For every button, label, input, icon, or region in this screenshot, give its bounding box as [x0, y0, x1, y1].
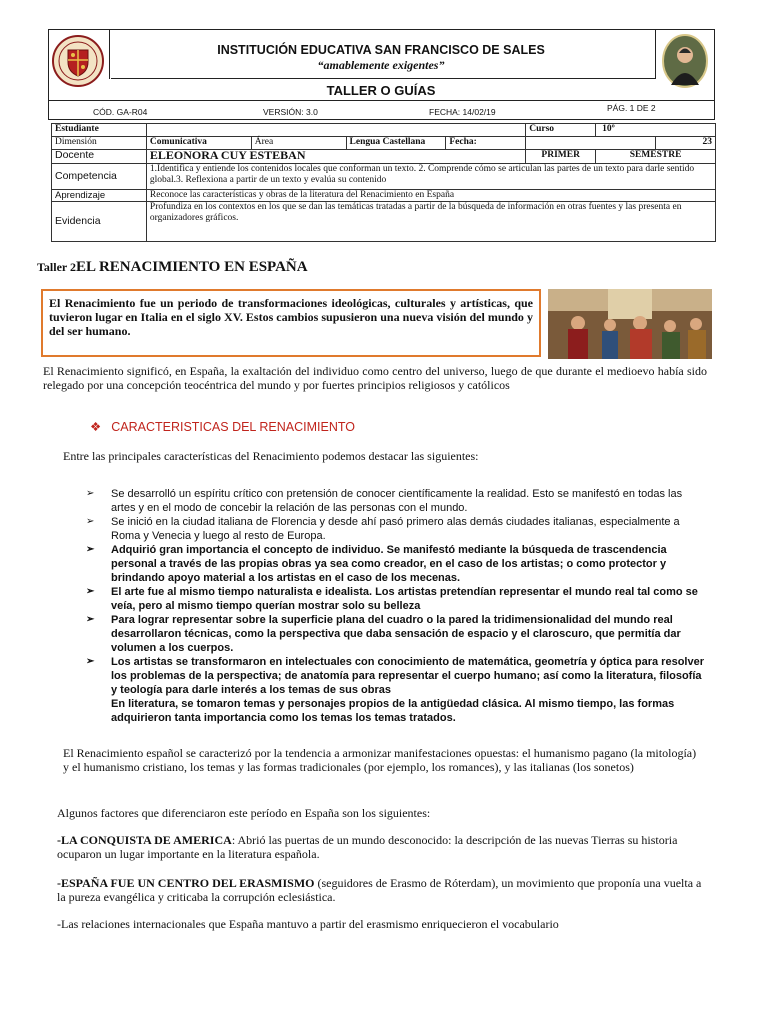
- periodo-primer: PRIMER: [526, 150, 596, 164]
- list-item-text: Se inició en la ciudad italiana de Florencia y desde ahí pasó primero alas demás ciudades italianas, especialmente a Roma y Venecia y luego al resto de Europa.: [111, 516, 680, 542]
- doc-code: CÓD. GA-R04: [93, 107, 148, 117]
- school-crest-icon: [51, 34, 105, 88]
- list-item-text: Se desarrolló un espíritu crítico con pretensión de conocer científicamente la realidad. Esto se manifestó en todas las artes y en el modo de concebir la relación de las personas con el mundo.: [111, 488, 683, 514]
- list-item: [86, 655, 706, 697]
- periodo-semestre: SEMESTRE: [596, 150, 716, 164]
- doc-version: VERSIÓN: 3.0: [263, 107, 318, 117]
- characteristics-list: [86, 487, 706, 725]
- list-item-text: Los artistas se transformaron en intelectuales con conocimiento de matemática, geometría y óptica para resolver los problemas de la perspectiva; de anatomía para representar el cuerpo humano; así como la literatura, filosofía y teología para darle interés a los temas de sus obras: [111, 656, 704, 696]
- label-estudiante: Estudiante: [52, 124, 147, 137]
- competencia-value: 1.Identifica y entiende los contenidos locales que conforman un texto. 2. Comprende cómo se articulan las partes de un texto para darle sentido global.3. Reflexiona a partir de un texto y evalúa su contenido: [146, 164, 715, 190]
- factor-conquista-text: : Abrió las puertas de un mundo desconocido: la descripción de las nuevas Tierras su historia ocuparon un lugar importante en la literatura española.: [57, 833, 678, 861]
- page-title: EL RENACIMIENTO EN ESPAÑA: [76, 259, 308, 275]
- list-item: [86, 613, 706, 655]
- renaissance-painting-image: [548, 289, 712, 359]
- document-title: TALLER O GUÍAS: [326, 83, 436, 98]
- paragraph-spanish-renaissance: El Renacimiento español se caracterizó por la tendencia a armonizar manifestaciones opuestas: el humanismo pagano (la mitología) y el humanismo cristiano, los temas y las formas tradicionales (por ejemplo, los romances), y las italianas (los sonetos): [63, 746, 697, 774]
- section-title: [37, 259, 308, 276]
- divider: [111, 78, 656, 79]
- label-aprendizaje: Aprendizaje: [52, 190, 147, 202]
- label-curso: Curso: [526, 124, 596, 137]
- list-item: [86, 487, 706, 515]
- list-item-text: Adquirió gran importancia el concepto de individuo. Se manifestó mediante la búsqueda de trascendencia personal a través de las propias obras ya sea como creador, en el caso de los artistas; o como protector y brindando apoyo material a los artistas en el caso de los mecenas.: [111, 544, 667, 584]
- factor-conquista-heading: -LA CONQUISTA DE AMERICA: [57, 833, 232, 847]
- student-info-table: [51, 123, 716, 242]
- paragraph-factors-intro: Algunos factores que diferenciaron este período en España son los siguientes:: [57, 806, 431, 820]
- paragraph-intro: El Renacimiento significó, en España, la exaltación del individuo como centro del universo, luego de que durante el medioevo había sido relegado por una concepción teocéntrica del mundo y por fuertes principios religiosos y católicos: [43, 364, 707, 392]
- factor-conquista: [57, 833, 707, 861]
- fecha-value: 23: [656, 137, 716, 150]
- arrow-bullet-icon: ➢: [86, 516, 95, 527]
- paragraph-international-relations: -Las relaciones internacionales que España mantuvo a partir del erasmismo enriquecieron el vocabulario: [57, 917, 559, 931]
- list-item: [86, 543, 706, 585]
- list-item: [86, 515, 706, 543]
- fecha-field[interactable]: [526, 137, 656, 150]
- list-item: [86, 585, 706, 613]
- arrow-bullet-icon: ➢: [86, 614, 95, 625]
- divider: [49, 100, 714, 101]
- curso-value: 10º: [596, 124, 716, 137]
- docente-value: ELEONORA CUY ESTEBAN: [146, 150, 525, 164]
- doc-date: FECHA: 14/02/19: [429, 107, 496, 117]
- list-item-text: El arte fue al mismo tiempo naturalista e idealista. Los artistas pretendían representar el mundo real tal como se veía, pero al mismo tiempo querían mostrar solo su belleza: [111, 586, 698, 612]
- characteristics-intro: Entre las principales características del Renacimiento podemos destacar las siguientes:: [63, 449, 479, 463]
- arrow-bullet-icon: ➢: [86, 488, 95, 499]
- evidencia-value: Profundiza en los contextos en los que se dan las temáticas tratadas a partir de la búsqueda de información en otras fuentes y las presenta en organizadores gráficos.: [146, 202, 715, 242]
- area-value: Lengua Castellana: [346, 137, 446, 150]
- label-dimension: Dimensión: [52, 137, 147, 150]
- dimension-value: Comunicativa: [146, 137, 251, 150]
- arrow-bullet-icon: ➢: [86, 656, 95, 667]
- estudiante-field[interactable]: [146, 124, 525, 137]
- doc-page: PÁG. 1 DE 2: [607, 103, 656, 113]
- factor-erasmismo-text: (seguidores de Erasmo de Róterdam), un movimiento que proponía una vuelta a la pureza evangélica y criticaba la corrupción eclesiástica.: [57, 876, 702, 904]
- institution-motto: “amablemente exigentes”: [317, 58, 445, 72]
- label-competencia: Competencia: [52, 164, 147, 190]
- arrow-bullet-icon: ➢: [86, 544, 95, 555]
- arrow-bullet-icon: ➢: [86, 586, 95, 597]
- institution-name: INSTITUCIÓN EDUCATIVA SAN FRANCISCO DE SALES: [217, 43, 545, 57]
- saint-portrait-icon: [661, 33, 709, 89]
- document-header: [48, 29, 715, 120]
- divider: [109, 30, 110, 79]
- factor-erasmismo-heading: -ESPAÑA FUE UN CENTRO DEL ERASMISMO: [57, 876, 315, 890]
- label-area: Área: [251, 137, 346, 150]
- diamond-bullet-icon: ❖: [90, 420, 102, 434]
- label-docente: Docente: [52, 150, 147, 164]
- characteristics-heading-text: CARACTERISTICAS DEL RENACIMIENTO: [111, 420, 356, 434]
- divider: [655, 30, 656, 79]
- taller-number: Taller 2: [37, 260, 77, 274]
- aprendizaje-value: Reconoce las características y obras de la literatura del Renacimiento en España: [146, 190, 715, 202]
- list-item-text: Para lograr representar sobre la superficie plana del cuadro o la pared la tridimensionalidad del mundo real desarrollaron técnicas, como la perspectiva que daba sensación de espacio y el claroscuro, que permitía dar volumen a los cuerpos.: [111, 614, 681, 654]
- intro-box: El Renacimiento fue un periodo de transformaciones ideológicas, culturales y artísticas, que tuvieron lugar en Italia en el siglo XV. Estos cambios supusieron una nueva visión del mundo y del ser humano.: [41, 289, 541, 357]
- label-fecha: Fecha:: [446, 137, 526, 150]
- list-item-continuation: En literatura, se tomaron temas y personajes propios de la antigüedad clásica. Al mismo tiempo, las formas adquirieron tanta importancia como los temas los temas tratados.: [111, 698, 675, 724]
- characteristics-heading: [90, 419, 355, 434]
- factor-erasmismo: [57, 876, 707, 904]
- label-evidencia: Evidencia: [52, 202, 147, 242]
